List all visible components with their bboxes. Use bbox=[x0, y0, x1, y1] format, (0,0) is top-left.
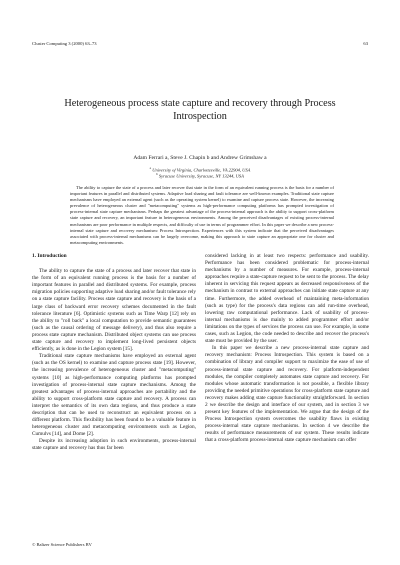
affiliation-text: Syracuse University, Syracuse, NY 13244, USA bbox=[158, 173, 244, 179]
left-column bbox=[32, 253, 196, 453]
affiliation-mark: b bbox=[156, 172, 158, 176]
paragraph: Despite its increasing adoption in such environments, process-internal state capture and recovery has thus far been bbox=[32, 438, 196, 452]
running-header bbox=[32, 41, 368, 47]
abstract: The ability to capture the state of a process and later recover that state in the form of an equivalent running process is the basis for a number of important features in parallel and distributed systems. Adaptive load sharing and fault tolerance are well-known examples. Traditional state capture mechanisms have employed an external agent (such as the operating system kernel) to examine and capture process state. However, the increasing prevalence of heterogeneous cluster and "metacomputing" systems as high-performance computing platforms has prompted investigation of process-internal state capture mechanisms. Perhaps the greatest advantage of the process-internal approach is the ability to support cross-platform state capture and recovery, an important feature in heterogeneous environments. Among the perceived disadvantages of existing process-internal mechanisms are poor performance in multiple respects, and difficulty of use in terms of programmer effort. In this paper we describe a new process-internal state capture and recovery mechanism: Process Introspection. Experiences with this system indicate that the perceived disadvantages associated with process-internal mechanisms can be largely overcome, making this approach to state capture an appropriate one for cluster and metacomputing environments. bbox=[70, 185, 334, 245]
paragraph: In this paper we describe a new process-internal state capture and recovery mechanism: Process Introspection. This system is based on a combination of library and compiler support to maximize the ease of use of process-internal state capture and recovery. For platform-independent modules, the compiler completely automates state capture and recovery. For modules whose automatic transformation is not possible, a flexible library providing the needed primitive operations for cross-platform state capture and recovery makes adding state capture functionality straightforward. In section 2 we describe the design and interface of our system, and in section 3 we present key features of the implementation. We argue that the design of the Process Introspection system overcomes the usability flaws in existing process-internal state capture mechanisms. In section 4 we describe the results of performance measurements of our system. These results indicate that a cross-platform process-internal state capture mechanism can offer bbox=[205, 345, 370, 444]
journal-citation: Cluster Computing 3 (2000) 63–73 bbox=[32, 41, 97, 46]
right-column bbox=[205, 253, 369, 445]
author-list: Adam Ferrari a, Steve J. Chapin b and Andrew Grimshaw a bbox=[133, 155, 267, 161]
affiliation-b bbox=[40, 171, 360, 180]
affiliation-mark: a bbox=[149, 166, 152, 170]
paper-title: Heterogeneous process state capture and recovery through Process Introspection bbox=[64, 98, 336, 122]
page-number: 63 bbox=[363, 41, 368, 46]
affiliation-text: University of Virginia, Charlottesville, VA 22904, USA bbox=[152, 167, 251, 173]
paragraph: Traditional state capture mechanisms have employed an external agent (such as the OS kernel) to examine and capture process state [19]. However, the increasing prevalence of heterogeneous cluster and "metacomputing" systems [10] as high-performance computing platforms has prompted investigation of process-internal state capture mechanisms. Among the greatest advantages of process-internal approaches are portability and the ability to support cross-platform state capture and recovery. A process can interpret the semantics of its own data regions, and thus produce a state description that can be used to reconstruct an equivalent process on a different platform. This flexibility has been found to be a valuable feature in heterogeneous cluster and metacomputing environments such as Legion, Cumulvs [14], and Dome [2]. bbox=[32, 353, 196, 438]
section-heading: 1. Introduction bbox=[32, 253, 67, 259]
paragraph: considered lacking in at least two respects: performance and usability. Performance has been considered problematic for process-internal mechanisms by a number of measures. For example, process-internal approaches require a state-capture request to be sent to the process. The delay inherent in servicing this request appears as decreased responsiveness of the mechanism in contrast to external approaches can initiate state capture at any time. Furthermore, the added overhead of maintaining meta-information (such as type) for the process's data regions can add run-time overhead, lowering raw computational performance. Lack of usability of process-internal mechanisms is due mainly to added programmer effort and/or limitations on the types of services the process can use. For example, in some cases, such as Legion, the code needed to describe and recover the process's state must be provided by the user. bbox=[205, 253, 369, 345]
paragraph: The ability to capture the state of a process and later recover that state in the form of an equivalent running process is the basis for a number of important features in parallel and distributed systems. For example, process migration policies supporting adaptive load sharing and/or fault tolerance rely on a state capture facility. Process state capture and recovery is the basis of a large class of backward error recovery schemes documented in the fault tolerance literature [6]. Optimistic systems such as Time Warp [12] rely on the ability to "roll back" a local computation to provide semantic guarantees (such as the causal ordering of message delivery), and thus also require a process state capture mechanism. Distributed object systems can use process state capture and recovery to implement long-lived persistent objects efficiently, as is done in the Legion system [15]. bbox=[32, 268, 196, 353]
publisher-footer: © Baltzer Science Publishers BV bbox=[32, 542, 92, 547]
